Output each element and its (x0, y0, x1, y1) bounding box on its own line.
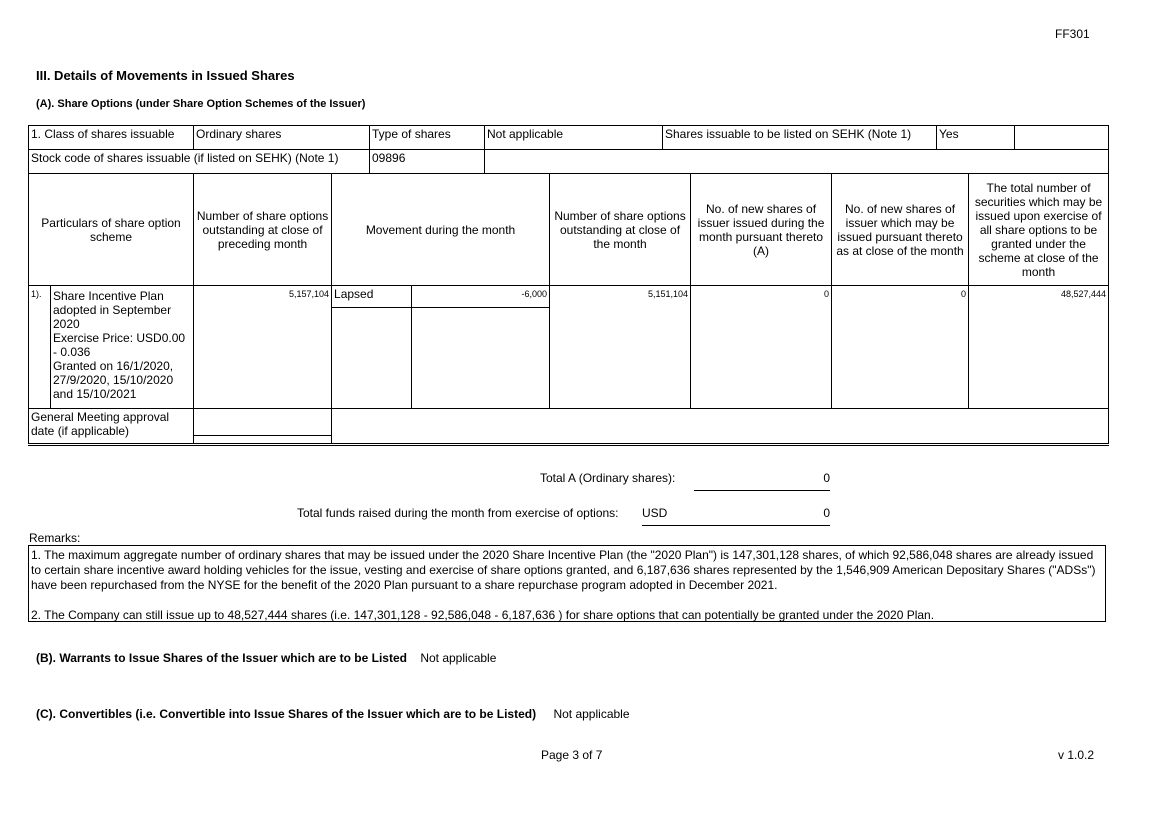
class-label: 1. Class of shares issuable (29, 126, 194, 150)
section-c (36, 707, 630, 721)
section-b (36, 651, 496, 665)
scheme-outstanding-prev: 5,157,104 (194, 286, 332, 409)
form-code: FF301 (1055, 27, 1090, 41)
listed-empty (1015, 126, 1109, 150)
remark-1: 1. The maximum aggregate number of ordinary shares that may be issued under the 2020 Share Incentive Plan (the "2020 Plan") is 147,301,128 shares, of which 92,586,048 shares are already issued to certain share incentive award holding vehicles for the issue, vesting and exercise of share options granted, and 6,187,636 shares represented by the 1,546,909 American Depositary Shares ("ADSs") have been repurchased from the NYSE for the benefit of the 2020 Plan pursuant to a share repurchase program adopted in December 2021. (31, 548, 1096, 592)
scheme-movement-type: Lapsed (332, 286, 411, 308)
funds-currency: USD (642, 506, 694, 526)
total-a-label: Total A (Ordinary shares): (540, 471, 676, 485)
scheme-particulars: Share Incentive Plan adopted in September 2020 Exercise Price: USD0.00 - 0.036 Granted on 16/1/2020, 27/9/2020, 15/10/2020 and 15/10/2021 (51, 286, 194, 409)
stock-code-value: 09896 (370, 150, 485, 174)
subsection-a-title: (A). Share Options (under Share Option Schemes of the Issuer) (36, 98, 366, 110)
section-c-title: (C). Convertibles (i.e. Convertible into Issue Shares of the Issuer which are to be Listed) (36, 707, 537, 721)
version: v 1.0.2 (1058, 748, 1095, 762)
funds-value: 0 (694, 506, 830, 526)
gm-approval-date (194, 409, 332, 445)
scheme-movement-value: -6,000 (412, 286, 549, 308)
remark-2: 2. The Company can still issue up to 48,527,444 shares (i.e. 147,301,128 - 92,586,048 - 6,187,636 ) for share options that can potentially be granted under the 2020 Plan. (31, 608, 935, 622)
section-b-value: Not applicable (420, 651, 497, 665)
header-new-may-issue: No. of new shares of issuer which may be issued pursuant thereto as at close of the month (832, 174, 969, 286)
remarks-label: Remarks: (29, 531, 81, 545)
type-label: Type of shares (370, 126, 485, 150)
scheme-movement-type-cell (332, 286, 412, 409)
header-outstanding-prev: Number of share options outstanding at close of preceding month (194, 174, 332, 286)
header-total-securities: The total number of securities which may be issued upon exercise of all share options to be granted under the scheme at close of the month (969, 174, 1109, 286)
stock-code-label: Stock code of shares issuable (if listed on SEHK) (Note 1) (29, 150, 370, 174)
type-value: Not applicable (485, 126, 663, 150)
remarks-box (28, 545, 1106, 622)
scheme-outstanding-close: 5,151,104 (550, 286, 691, 409)
class-value: Ordinary shares (194, 126, 370, 150)
section-b-title: (B). Warrants to Issue Shares of the Issuer which are to be Listed (36, 651, 407, 665)
header-movement: Movement during the month (332, 174, 550, 286)
listed-label: Shares issuable to be listed on SEHK (Note 1) (663, 126, 937, 150)
class-table (28, 125, 1109, 174)
scheme-new-issued: 0 (691, 286, 832, 409)
header-new-issued: No. of new shares of issuer issued during the month pursuant thereto (A) (691, 174, 832, 286)
scheme-index: 1). (29, 286, 51, 409)
page-number: Page 3 of 7 (541, 748, 603, 762)
header-particulars: Particulars of share option scheme (29, 174, 194, 286)
gm-approval-empty (332, 409, 1109, 445)
section-c-value: Not applicable (553, 707, 630, 721)
scheme-total-securities: 48,527,444 (969, 286, 1109, 409)
header-outstanding-close: Number of share options outstanding at close of the month (550, 174, 691, 286)
funds-label: Total funds raised during the month from exercise of options: (297, 506, 619, 520)
listed-value: Yes (937, 126, 1015, 150)
scheme-table (28, 173, 1109, 446)
scheme-new-may-issue: 0 (832, 286, 969, 409)
total-a-value: 0 (694, 471, 830, 491)
scheme-movement-value-cell (412, 286, 550, 409)
gm-approval-label: General Meeting approval date (if applicable) (29, 409, 194, 445)
section-title: III. Details of Movements in Issued Shares (36, 68, 295, 83)
stock-code-empty (485, 150, 1109, 174)
